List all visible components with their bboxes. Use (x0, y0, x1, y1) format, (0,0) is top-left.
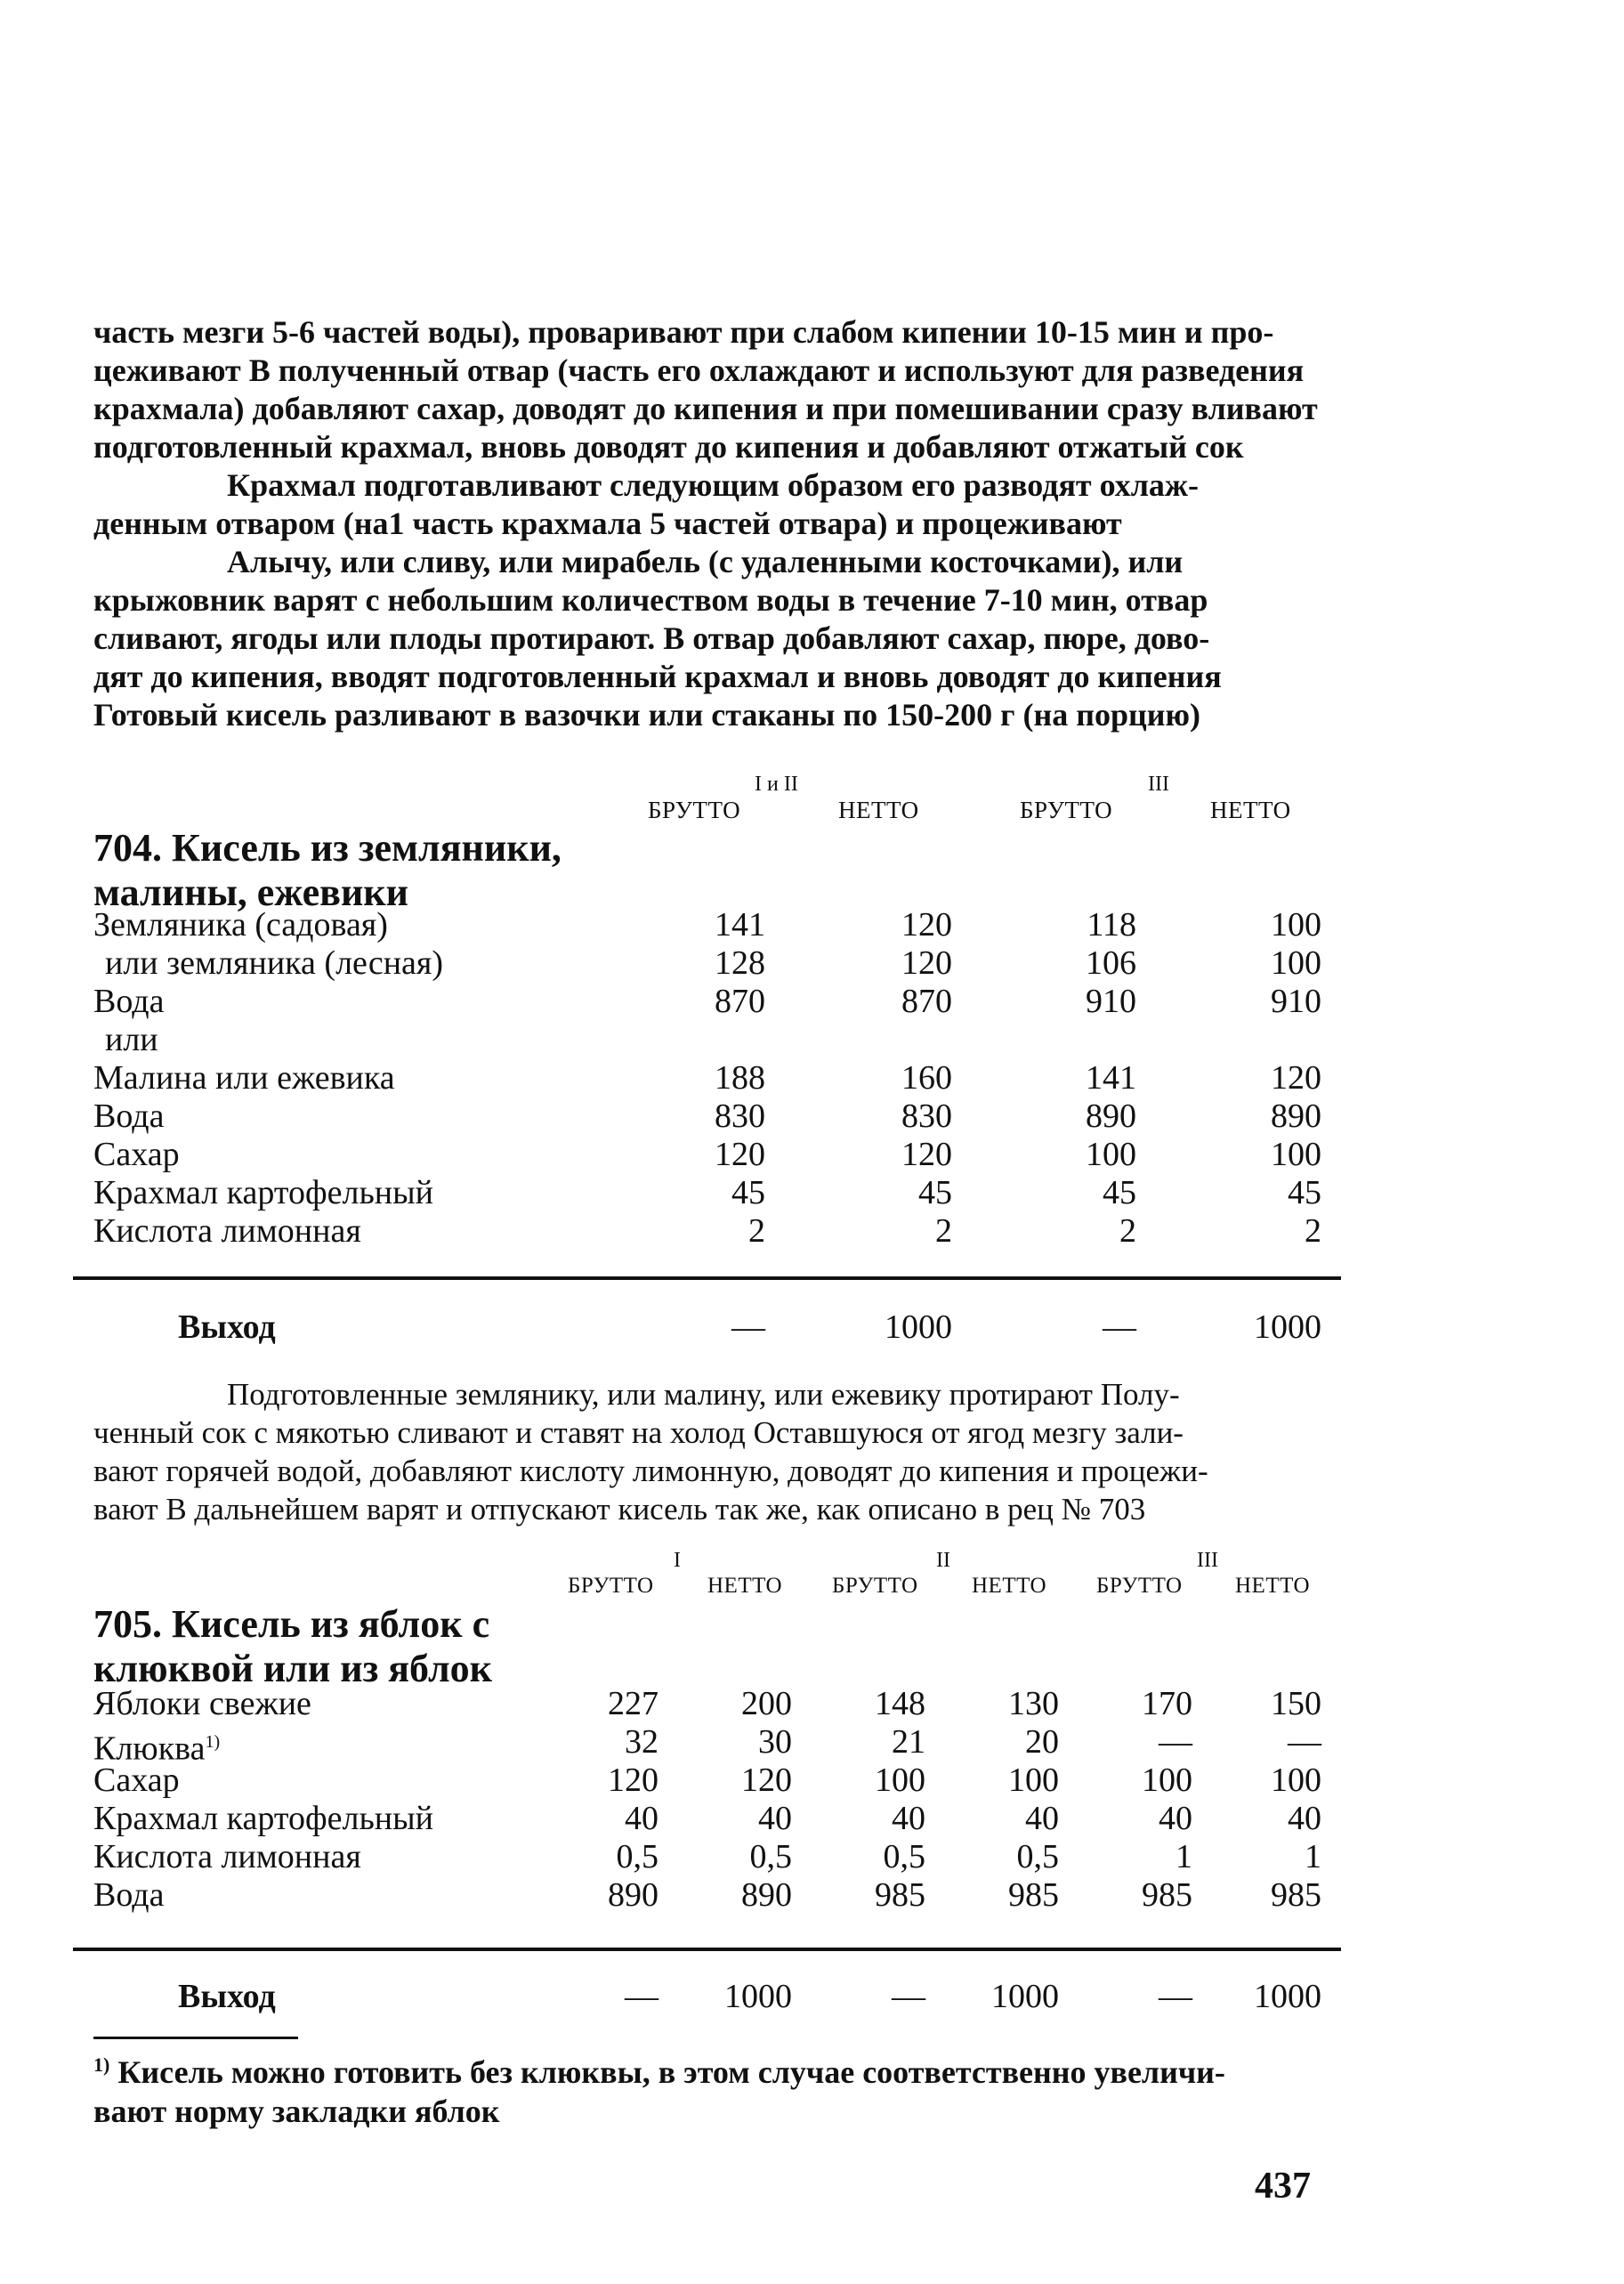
yield-value: 1000 (724, 1978, 792, 2015)
quantity-cell: 100 (1271, 1762, 1321, 1799)
footnote (93, 2045, 1326, 2131)
table-divider (73, 1948, 1341, 1951)
quantity-cell: 40 (1288, 1800, 1321, 1837)
ingredient-label: Яблоки свежие (93, 1685, 311, 1722)
ingredient-name: Кислота лимонная (93, 1212, 361, 1250)
quantity-cell: 0,5 (1016, 1838, 1059, 1875)
group-header-2: II (936, 1549, 950, 1572)
quantity-cell: 870 (901, 983, 952, 1020)
ingredient-row (0, 1097, 1624, 1136)
col-header-brutto: БРУТТО (1096, 1574, 1183, 1598)
recipe-705-title (93, 1602, 492, 1691)
text-line: подготовленный крахмал, вновь доводят до кипения и добавляют отжатый сок (93, 429, 1244, 465)
footnote-divider (93, 2037, 298, 2039)
recipe-705-yield-row (0, 1978, 1624, 2016)
group-header-1: I (674, 1549, 681, 1572)
ingredient-name (93, 1762, 180, 1800)
title-line: 705. Кисель из яблок с (93, 1602, 490, 1646)
quantity-cell: 100 (1271, 1136, 1321, 1173)
col-header-netto: НЕТТО (1235, 1574, 1311, 1598)
quantity-cell: 32 (625, 1723, 658, 1761)
text-line: цеживают В полученный отвар (часть его охлаждают и используют для разведения (93, 352, 1305, 388)
ingredient-name (93, 1838, 361, 1876)
quantity-cell: 160 (901, 1059, 952, 1097)
text-line: вают В дальнейшем варят и отпускают кисель так же, как описано в рец № 703 (93, 1492, 1146, 1527)
plum-paragraph (93, 543, 1326, 734)
quantity-cell: — (1159, 1723, 1192, 1761)
quantity-cell: 910 (1271, 983, 1321, 1020)
col-header-brutto: БРУТТО (648, 797, 741, 823)
text-line: крахмала) добавляют сахар, доводят до кипения и при помешивании сразу вливают (93, 391, 1318, 426)
quantity-cell: 1 (1305, 1838, 1321, 1875)
text-line: часть мезги 5-6 частей воды), проваривают при слабом кипении 10-15 мин и про- (93, 314, 1274, 350)
quantity-cell: 120 (741, 1762, 792, 1799)
recipe-704-yield-row (0, 1308, 1624, 1347)
ingredient-row (0, 1174, 1624, 1212)
quantity-cell: 890 (608, 1876, 658, 1914)
intro-paragraph (93, 313, 1326, 466)
quantity-cell: 2 (748, 1212, 765, 1250)
ingredient-row (0, 944, 1624, 983)
ingredient-row (0, 1723, 1624, 1768)
ingredient-name: Вода (93, 983, 165, 1020)
quantity-cell: — (1288, 1723, 1321, 1761)
quantity-cell: 141 (1086, 1059, 1136, 1097)
quantity-cell: 118 (1087, 906, 1136, 944)
ingredient-label: Вода (93, 1876, 165, 1914)
quantity-cell: 130 (1008, 1685, 1059, 1722)
quantity-cell: 128 (715, 944, 765, 982)
quantity-cell: 100 (1086, 1136, 1136, 1173)
quantity-cell: 170 (1142, 1685, 1192, 1722)
yield-label: Выход (178, 1308, 276, 1346)
quantity-cell: 100 (875, 1762, 925, 1799)
yield-value: 1000 (1254, 1978, 1321, 2015)
quantity-cell: 45 (1288, 1174, 1321, 1211)
quantity-cell: 141 (715, 906, 765, 944)
footnote-mark: 1) (93, 2053, 110, 2076)
yield-value: 1000 (991, 1978, 1059, 2015)
ingredient-row (0, 1685, 1624, 1723)
yield-label: Выход (178, 1978, 276, 2015)
quantity-cell: 890 (1271, 1097, 1321, 1135)
quantity-cell: 985 (875, 1876, 925, 1914)
text-line: ченный сок с мякотью сливают и ставят на холод Оставшуюся от ягод мезгу зали- (93, 1415, 1184, 1450)
quantity-cell: 40 (1159, 1800, 1192, 1837)
ingredient-row (0, 1136, 1624, 1174)
group-header-1-2: I и II (755, 773, 798, 796)
yield-value: — (625, 1978, 658, 2015)
footnote-ref: 1) (205, 1732, 221, 1752)
ingredient-name (93, 1800, 433, 1838)
ingredient-name (93, 1876, 164, 1915)
quantity-cell: 890 (1086, 1097, 1136, 1135)
quantity-cell: 106 (1086, 944, 1136, 982)
ingredient-row (0, 1762, 1624, 1800)
text-line: сливают, ягоды или плоды протирают. В отвар добавляют сахар, пюре, дово- (93, 620, 1210, 656)
ingredient-name: или (105, 1021, 158, 1058)
text-line: дят до кипения, вводят подготовленный крахмал и вновь доводят до кипения (93, 659, 1222, 694)
ingredient-label: Сахар (93, 1762, 180, 1799)
quantity-cell: 100 (1271, 906, 1321, 944)
group-header-3: III (1148, 773, 1169, 796)
quantity-cell: 120 (901, 1136, 952, 1173)
ingredient-name: Земляника (садовая) (93, 906, 388, 944)
ingredient-row (0, 906, 1624, 944)
quantity-cell: 120 (901, 944, 952, 982)
recipe-704-method (93, 1375, 1326, 1528)
quantity-cell: 40 (758, 1800, 792, 1837)
quantity-cell: 188 (715, 1059, 765, 1097)
table-divider (73, 1276, 1341, 1280)
col-header-netto: НЕТТО (1210, 797, 1291, 823)
quantity-cell: 148 (875, 1685, 925, 1722)
quantity-cell: 227 (608, 1685, 658, 1722)
quantity-cell: 0,5 (883, 1838, 925, 1875)
quantity-cell: 985 (1142, 1876, 1192, 1914)
quantity-cell: 870 (715, 983, 765, 1020)
quantity-cell: 45 (1103, 1174, 1136, 1211)
page-number: 437 (1255, 2166, 1311, 2207)
ingredient-row (0, 1876, 1624, 1915)
quantity-cell: 100 (1142, 1762, 1192, 1799)
ingredient-row (0, 983, 1624, 1021)
quantity-cell: 830 (715, 1097, 765, 1135)
ingredient-name: или земляника (лесная) (105, 944, 444, 982)
yield-value: 1000 (1254, 1308, 1321, 1346)
quantity-cell: 21 (892, 1723, 925, 1761)
footnote-text: Кисель можно готовить без клюквы, в этом случае соответственно увеличи- (109, 2054, 1225, 2090)
col-header-brutto: БРУТТО (1020, 797, 1113, 823)
quantity-cell: 120 (1271, 1059, 1321, 1097)
quantity-cell: 100 (1271, 944, 1321, 982)
quantity-cell: 150 (1271, 1685, 1321, 1722)
yield-value: — (892, 1978, 925, 2015)
ingredient-name: Сахар (93, 1136, 180, 1173)
quantity-cell: 30 (758, 1723, 792, 1761)
quantity-cell: 45 (918, 1174, 952, 1211)
ingredient-label: Кислота лимонная (93, 1838, 361, 1875)
recipe-704-title (93, 826, 562, 915)
quantity-cell: 985 (1271, 1876, 1321, 1914)
ingredient-name (93, 1685, 311, 1723)
text-line: Крахмал подготавливают следующим образом его разводят охлаж- (227, 467, 1200, 503)
quantity-cell: 40 (892, 1800, 925, 1837)
quantity-cell: 830 (901, 1097, 952, 1135)
quantity-cell: 0,5 (616, 1838, 658, 1875)
ingredient-row (0, 1212, 1624, 1251)
quantity-cell: 2 (1119, 1212, 1136, 1250)
ingredient-row (0, 1059, 1624, 1097)
yield-value: 1000 (885, 1308, 952, 1346)
yield-value: — (1103, 1308, 1136, 1346)
ingredient-name: Вода (93, 1097, 165, 1135)
text-line: крыжовник варят с небольшим количеством воды в течение 7-10 мин, отвар (93, 582, 1208, 618)
ingredient-row (0, 1838, 1624, 1876)
quantity-cell: 120 (901, 906, 952, 944)
quantity-cell: 0,5 (749, 1838, 792, 1875)
ingredient-name: Крахмал картофельный (93, 1174, 434, 1211)
col-header-brutto: БРУТТО (568, 1574, 654, 1598)
ingredient-row (0, 1800, 1624, 1838)
quantity-cell: 2 (935, 1212, 952, 1250)
ingredient-label: Крахмал картофельный (93, 1800, 434, 1837)
quantity-cell: 20 (1025, 1723, 1059, 1761)
col-header-netto: НЕТТО (707, 1574, 783, 1598)
col-header-brutto: БРУТТО (832, 1574, 918, 1598)
footnote-text: вают норму закладки яблок (93, 2094, 500, 2129)
group-header-3: III (1197, 1549, 1218, 1572)
title-line: малины, ежевики (93, 871, 408, 914)
text-line: денным отваром (на1 часть крахмала 5 частей отвара) и процеживают (93, 506, 1122, 541)
text-line: Подготовленные землянику, или малину, или ежевику протирают Полу- (227, 1377, 1180, 1412)
title-line: 704. Кисель из земляники, (93, 826, 562, 870)
title-line: клюквой или из яблок (93, 1647, 492, 1690)
text-line: вают горячей водой, добавляют кислоту лимонную, доводят до кипения и процежи- (93, 1454, 1208, 1488)
quantity-cell: 890 (741, 1876, 792, 1914)
quantity-cell: 40 (1025, 1800, 1059, 1837)
quantity-cell: 2 (1305, 1212, 1321, 1250)
col-header-netto: НЕТТО (838, 797, 919, 823)
starch-paragraph (93, 466, 1326, 543)
quantity-cell: 45 (731, 1174, 765, 1211)
quantity-cell: 200 (741, 1685, 792, 1722)
quantity-cell: 910 (1086, 983, 1136, 1020)
yield-value: — (731, 1308, 765, 1346)
text-line: Готовый кисель разливают в вазочки или стаканы по 150-200 г (на порцию) (93, 697, 1200, 733)
quantity-cell: 120 (608, 1762, 658, 1799)
quantity-cell: 985 (1008, 1876, 1059, 1914)
quantity-cell: 40 (625, 1800, 658, 1837)
ingredient-name: Малина или ежевика (93, 1059, 395, 1097)
quantity-cell: 100 (1008, 1762, 1059, 1799)
quantity-cell: 120 (715, 1136, 765, 1173)
col-header-netto: НЕТТО (972, 1574, 1047, 1598)
ingredient-label: Клюква (93, 1729, 206, 1768)
quantity-cell: 1 (1176, 1838, 1192, 1875)
yield-value: — (1159, 1978, 1192, 2015)
text-line: Алычу, или сливу, или мирабель (с удаленными косточками), или (227, 544, 1184, 579)
ingredient-row (0, 1021, 1624, 1059)
